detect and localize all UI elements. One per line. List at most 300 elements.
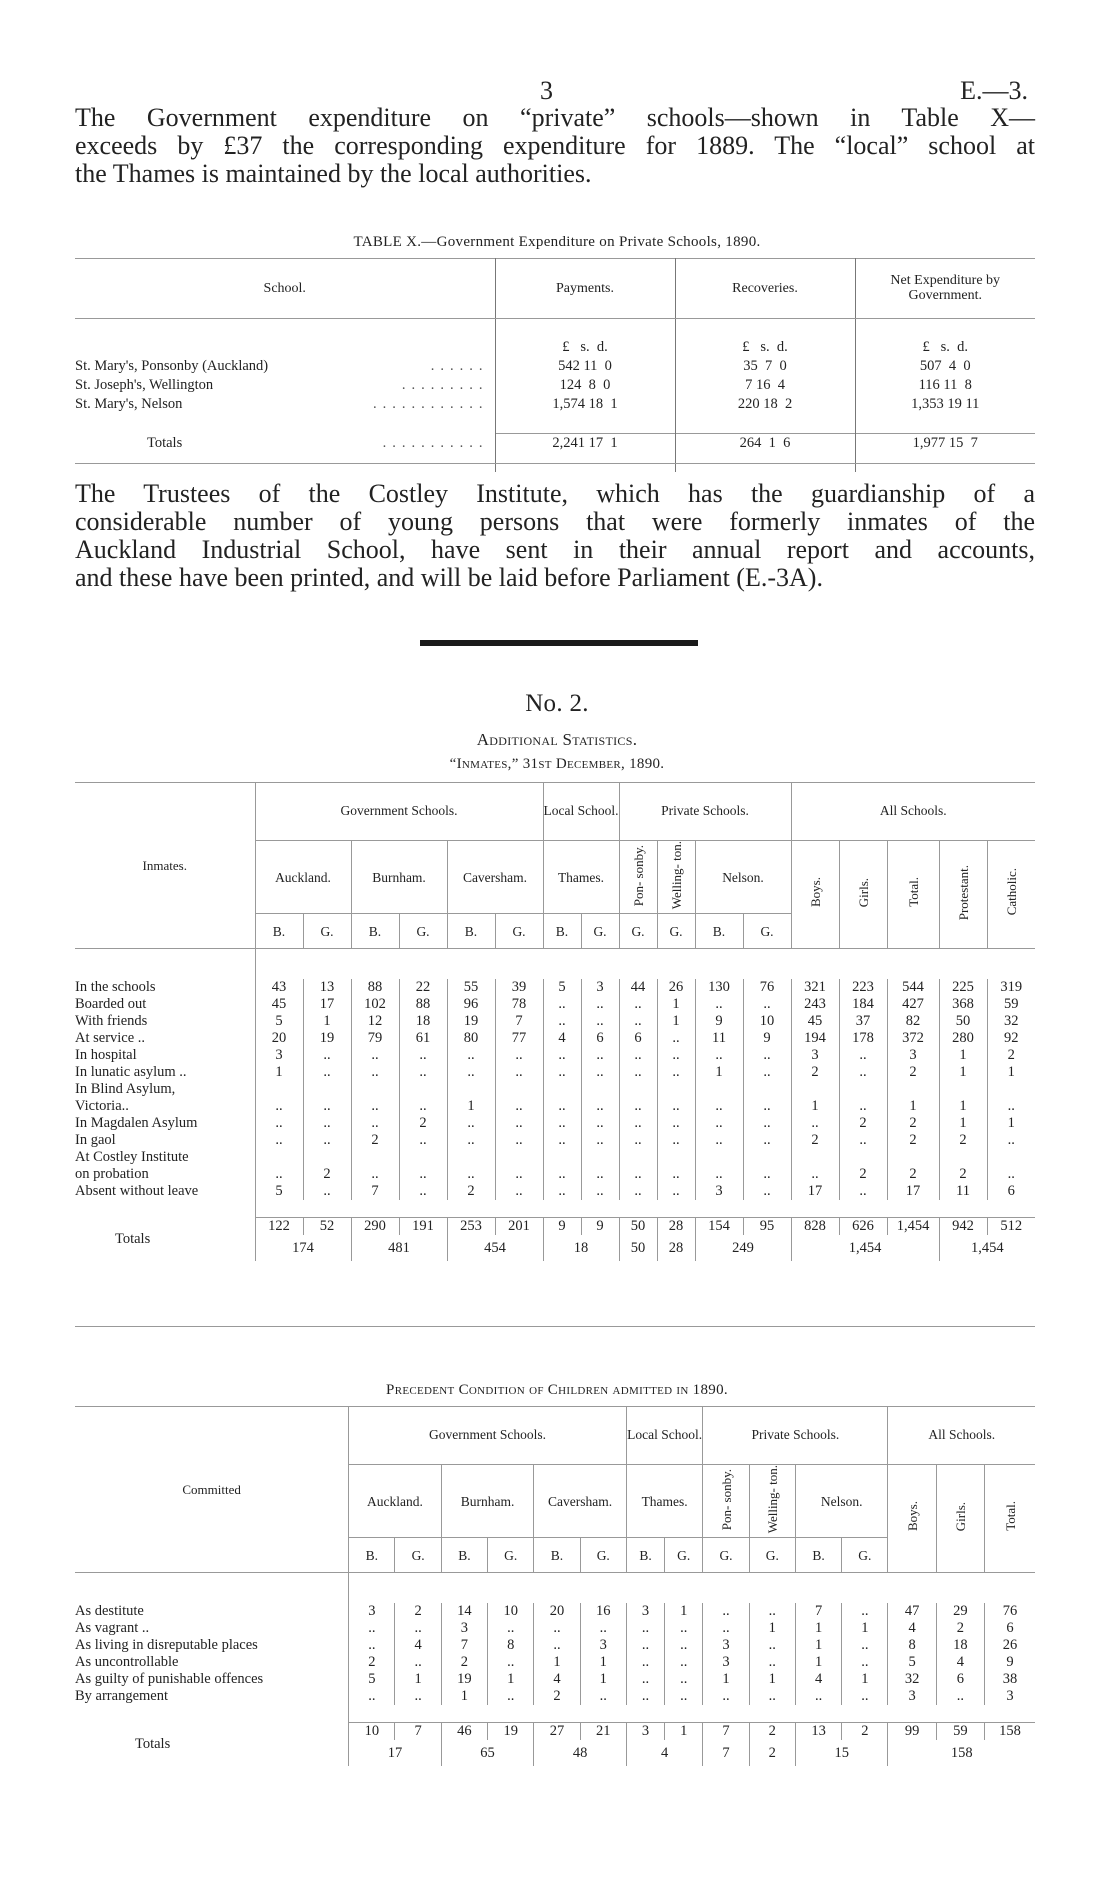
cell-value: 11 [695, 1030, 743, 1047]
cell-value: 76 [743, 979, 791, 996]
total-value: 50 [619, 1218, 657, 1236]
totals-row: Totals ........... 2,241 17 1 264 1 6 1,977 15 7 [75, 434, 1035, 454]
cell-value: .. [349, 1688, 395, 1705]
cell-value: 3 [349, 1603, 395, 1620]
subtotal-value: 481 [351, 1235, 447, 1261]
cell-value: 88 [351, 979, 399, 996]
section-number: No. 2. [525, 690, 589, 717]
cell-value: 3 [703, 1654, 749, 1671]
total-value: 512 [987, 1218, 1035, 1236]
cell-value: .. [665, 1671, 703, 1688]
cell-value: .. [842, 1654, 888, 1671]
row-label [75, 1013, 255, 1030]
col-girls-short: G. [665, 1538, 703, 1573]
net-value: 116 11 8 [855, 376, 1035, 395]
total-value: 13 [795, 1723, 841, 1741]
cell-value: .. [581, 1013, 619, 1030]
cell-value: 3 [791, 1047, 839, 1064]
cell-value: 5 [543, 979, 581, 996]
cell-value: .. [495, 1132, 543, 1149]
subtotal-value: 249 [695, 1235, 791, 1261]
cell-value: 29 [936, 1603, 984, 1620]
cell-value: 1 [939, 1115, 987, 1132]
cell-value: 2 [441, 1654, 487, 1671]
cell-value: .. [749, 1637, 795, 1654]
cell-value: 50 [939, 1013, 987, 1030]
row-label-text: As destitute [75, 1603, 144, 1620]
col-boys-short: B. [534, 1538, 580, 1573]
cell-value: .. [495, 1064, 543, 1081]
col-boys-short: B. [441, 1538, 487, 1573]
cell-value: .. [447, 1166, 495, 1183]
cell-value: 2 [887, 1115, 939, 1132]
cell-value [939, 1149, 987, 1166]
row-label-text: In the schools [75, 979, 156, 996]
row-label [75, 1620, 349, 1637]
cell-value: 3 [580, 1637, 626, 1654]
cell-value: .. [303, 1115, 351, 1132]
cell-value: 223 [839, 979, 887, 996]
subtotal-value: 17 [349, 1740, 442, 1766]
cell-value: 6 [985, 1620, 1035, 1637]
cell-value: .. [399, 1064, 447, 1081]
cell-value: .. [543, 1166, 581, 1183]
totals-label: Totals [115, 1231, 151, 1248]
cell-value: 5 [255, 1013, 303, 1030]
col-boys-short: B. [447, 914, 495, 949]
cell-value: 13 [303, 979, 351, 996]
row-label [75, 1603, 349, 1620]
cell-value [619, 1081, 657, 1098]
cell-value: 243 [791, 996, 839, 1013]
totals-label: Totals [135, 1736, 171, 1753]
cell-value: .. [743, 1047, 791, 1064]
total-value: 1 [665, 1723, 703, 1741]
subtotal-value: 158 [888, 1740, 1035, 1766]
row-label-text: At service .. [75, 1030, 146, 1047]
cell-value: 1 [939, 1098, 987, 1115]
cell-value: 55 [447, 979, 495, 996]
cell-value: 6 [619, 1030, 657, 1047]
row-label-text: By arrangement [75, 1688, 169, 1705]
cell-value: .. [543, 1047, 581, 1064]
school-wellington [657, 841, 695, 914]
cell-value: 1 [488, 1671, 534, 1688]
cell-value [743, 1081, 791, 1098]
cell-value: 78 [495, 996, 543, 1013]
group-all: All Schools. [888, 1406, 1035, 1465]
cell-value [447, 1081, 495, 1098]
cell-value: 1 [987, 1115, 1035, 1132]
cell-value: 4 [395, 1637, 441, 1654]
row-label [75, 1654, 349, 1671]
cell-value: 130 [695, 979, 743, 996]
cell-value: .. [580, 1688, 626, 1705]
cell-value: 3 [255, 1047, 303, 1064]
col-boys-short: B. [351, 914, 399, 949]
cell-value [657, 1081, 695, 1098]
para2-line: and these have been printed, and will be laid before Parliament (E.-3A). [75, 563, 823, 592]
cell-value: 19 [447, 1013, 495, 1030]
col-girls-short: G. [703, 1538, 749, 1573]
row-label-text: In Magdalen Asylum [75, 1115, 198, 1132]
cell-value: 1 [703, 1671, 749, 1688]
total-value: 158 [985, 1723, 1035, 1741]
cell-value: 3 [695, 1183, 743, 1200]
cell-value: 1 [534, 1654, 580, 1671]
section-subtitle: “Inmates,” 31st December, 1890. [449, 756, 665, 772]
totals-row [75, 1218, 1035, 1236]
total-value: 290 [351, 1218, 399, 1236]
table-row [75, 1603, 1035, 1620]
cell-value: 1 [749, 1620, 795, 1637]
school-burnham: Burnham. [441, 1465, 534, 1538]
cell-value [255, 1149, 303, 1166]
row-label [75, 1132, 255, 1149]
payments-value: 542 11 0 [495, 357, 675, 376]
total-value: 2 [842, 1723, 888, 1741]
row-label-text: In hospital [75, 1047, 137, 1064]
cell-value: .. [839, 1047, 887, 1064]
row-label-text: In Blind Asylum, [75, 1081, 176, 1098]
cell-value: .. [399, 1098, 447, 1115]
cell-value: .. [795, 1688, 841, 1705]
subtotal-value: 65 [441, 1740, 534, 1766]
row-label [75, 1166, 255, 1183]
cell-value: 4 [795, 1671, 841, 1688]
col-total [985, 1465, 1035, 1573]
cell-value: .. [447, 1047, 495, 1064]
cell-value: 39 [495, 979, 543, 996]
col-school: School. [75, 258, 495, 319]
cell-value: .. [351, 1098, 399, 1115]
cell-value: 32 [888, 1671, 936, 1688]
cell-value: .. [657, 1030, 695, 1047]
cell-value: .. [657, 1115, 695, 1132]
cell-value: .. [626, 1654, 664, 1671]
cell-value [619, 1149, 657, 1166]
cell-value: 17 [303, 996, 351, 1013]
cell-value [987, 1149, 1035, 1166]
col-girls-short: G. [488, 1538, 534, 1573]
cell-value: .. [580, 1620, 626, 1637]
cell-value: 1 [987, 1064, 1035, 1081]
cell-value: 1 [580, 1671, 626, 1688]
subtotal-value: 28 [657, 1235, 695, 1261]
total-value: 28 [657, 1218, 695, 1236]
cell-value: .. [842, 1603, 888, 1620]
col-net: Net Expenditure by Government. [855, 258, 1035, 319]
row-label [75, 1149, 255, 1166]
cell-value [939, 1081, 987, 1098]
col-boys-short: B. [255, 914, 303, 949]
total-value: 9 [581, 1218, 619, 1236]
total-value: 9 [543, 1218, 581, 1236]
cell-value: .. [987, 1166, 1035, 1183]
cell-value: 80 [447, 1030, 495, 1047]
cell-value [791, 1081, 839, 1098]
section-divider [420, 640, 698, 646]
cell-value: 5 [888, 1654, 936, 1671]
subtotal-value: 1,454 [791, 1235, 939, 1261]
cell-value: .. [619, 1166, 657, 1183]
cell-value: 2 [395, 1603, 441, 1620]
catholic-label: Catholic. [1003, 868, 1019, 916]
row-label [75, 1030, 255, 1047]
cell-value: .. [543, 1183, 581, 1200]
cell-value: .. [303, 1132, 351, 1149]
cell-value: .. [255, 1098, 303, 1115]
total-value: 154 [695, 1218, 743, 1236]
cell-value: .. [619, 1132, 657, 1149]
cell-value: 319 [987, 979, 1035, 996]
col-protestant [939, 841, 987, 949]
cell-value [743, 1149, 791, 1166]
table-row: St. Mary's, Ponsonby (Auckland) ...... 542 11 0 35 7 0 507 4 0 [75, 357, 1035, 376]
cell-value: 1 [939, 1047, 987, 1064]
table-row [75, 1149, 1035, 1166]
cell-value [657, 1149, 695, 1166]
recoveries-value: 220 18 2 [675, 395, 855, 414]
unit-label: £ s. d. [495, 338, 675, 357]
col-payments: Payments. [495, 258, 675, 319]
section-title: Additional Statistics. [476, 730, 638, 749]
school-ponsonby [703, 1465, 749, 1538]
cell-value: .. [665, 1620, 703, 1637]
cell-value: 18 [936, 1637, 984, 1654]
cell-value: 3 [887, 1047, 939, 1064]
cell-value: 102 [351, 996, 399, 1013]
cell-value: .. [839, 1098, 887, 1115]
cell-value: 372 [887, 1030, 939, 1047]
cell-value: .. [665, 1654, 703, 1671]
cell-value: .. [619, 1047, 657, 1064]
cell-value: 1 [665, 1603, 703, 1620]
cell-value: 2 [351, 1132, 399, 1149]
recoveries-value: 35 7 0 [675, 357, 855, 376]
cell-value: 77 [495, 1030, 543, 1047]
table-row: St. Mary's, Nelson ............ 1,574 18 1 220 18 2 1,353 19 11 [75, 395, 1035, 414]
cell-value: 18 [399, 1013, 447, 1030]
col-total [887, 841, 939, 949]
group-government: Government Schools. [349, 1406, 627, 1465]
cell-value: 17 [791, 1183, 839, 1200]
payments-value: 1,574 18 1 [495, 395, 675, 414]
cell-value: .. [749, 1603, 795, 1620]
total-value: 7 [395, 1723, 441, 1741]
cell-value: 12 [351, 1013, 399, 1030]
cell-value: 2 [303, 1166, 351, 1183]
paragraph-costley-institute [75, 480, 1035, 592]
girls-label: Girls. [952, 1501, 968, 1531]
total-value: 942 [939, 1218, 987, 1236]
table-row [75, 1183, 1035, 1200]
cell-value [887, 1149, 939, 1166]
cell-value: .. [657, 1047, 695, 1064]
cell-value: 3 [626, 1603, 664, 1620]
cell-value [255, 1081, 303, 1098]
group-private: Private Schools. [619, 782, 791, 841]
total-value: 3 [626, 1723, 664, 1741]
cell-value [839, 1081, 887, 1098]
group-all: All Schools. [791, 782, 1035, 841]
cell-value: 2 [791, 1064, 839, 1081]
subtotal-value: 18 [543, 1235, 619, 1261]
cell-value [303, 1149, 351, 1166]
page-number: 3 [540, 76, 553, 105]
col-girls [839, 841, 887, 949]
cell-value: .. [619, 1098, 657, 1115]
cell-value: .. [665, 1688, 703, 1705]
cell-value: 43 [255, 979, 303, 996]
cell-value: .. [495, 1166, 543, 1183]
cell-value: 8 [888, 1637, 936, 1654]
row-label-text: Absent without leave [75, 1183, 199, 1200]
col-boys-short: B. [626, 1538, 664, 1573]
total-value: 7 [703, 1723, 749, 1741]
row-label-text: on probation [75, 1166, 149, 1183]
document-code: E.—3. [960, 76, 1028, 105]
cell-value: .. [695, 1098, 743, 1115]
row-label [75, 1637, 349, 1654]
boys-label: Boys. [904, 1501, 920, 1532]
cell-value: 1 [749, 1671, 795, 1688]
totals-row [75, 1723, 1035, 1741]
total-value: 122 [255, 1218, 303, 1236]
cell-value: 19 [441, 1671, 487, 1688]
table-row [75, 1637, 1035, 1654]
cell-value: 6 [581, 1030, 619, 1047]
cell-value: .. [791, 1166, 839, 1183]
cell-value: 2 [887, 1166, 939, 1183]
cell-value: .. [743, 1166, 791, 1183]
row-label [75, 1671, 349, 1688]
cell-value [447, 1149, 495, 1166]
cell-value: 194 [791, 1030, 839, 1047]
cell-value [399, 1081, 447, 1098]
cell-value: .. [749, 1654, 795, 1671]
group-private: Private Schools. [703, 1406, 888, 1465]
para1-line: exceeds by £37 the corresponding expenditure for 1889. The “local” school at [75, 131, 1035, 160]
table-row [75, 979, 1035, 996]
ponsonby-label: Pon- sonby. [630, 844, 646, 906]
cell-value [303, 1081, 351, 1098]
group-local: Local School. [626, 1406, 702, 1465]
cell-value: 26 [985, 1637, 1035, 1654]
cell-value: 88 [399, 996, 447, 1013]
net-total: 1,977 15 7 [855, 434, 1035, 454]
cell-value: 178 [839, 1030, 887, 1047]
wellington-label: Welling- ton. [764, 1465, 780, 1534]
cell-value: .. [743, 1064, 791, 1081]
cell-value: 4 [888, 1620, 936, 1637]
col-girls-short: G. [580, 1538, 626, 1573]
school-burnham: Burnham. [351, 841, 447, 914]
table-row [75, 1115, 1035, 1132]
cell-value: .. [255, 1132, 303, 1149]
paragraph-private-schools [75, 104, 1035, 188]
cell-value: .. [495, 1047, 543, 1064]
cell-value: 427 [887, 996, 939, 1013]
col-boys [888, 1465, 936, 1573]
cell-value: .. [626, 1688, 664, 1705]
cell-value: 32 [987, 1013, 1035, 1030]
cell-value: 9 [695, 1013, 743, 1030]
cell-value: .. [495, 1098, 543, 1115]
cell-value: .. [581, 1047, 619, 1064]
cell-value [543, 1149, 581, 1166]
wellington-label: Welling- ton. [668, 841, 684, 910]
cell-value: 7 [495, 1013, 543, 1030]
cell-value: 3 [888, 1688, 936, 1705]
cell-value [495, 1149, 543, 1166]
cell-value: .. [703, 1688, 749, 1705]
school-name: St. Mary's, Ponsonby (Auckland) [75, 358, 269, 374]
cell-value: .. [619, 1183, 657, 1200]
cell-value: 3 [703, 1637, 749, 1654]
precedent-title: Precedent Condition of Children admitted in 1890. [386, 1382, 728, 1398]
cell-value: .. [695, 1132, 743, 1149]
cell-value [581, 1149, 619, 1166]
cell-value: 2 [887, 1132, 939, 1149]
school-caversham: Caversham. [447, 841, 543, 914]
table-row [75, 1064, 1035, 1081]
cell-value [495, 1081, 543, 1098]
row-label-text: In gaol [75, 1132, 116, 1149]
cell-value: .. [395, 1654, 441, 1671]
total-value: 2 [749, 1723, 795, 1741]
school-thames: Thames. [543, 841, 619, 914]
cell-value: .. [399, 1047, 447, 1064]
cell-value: 61 [399, 1030, 447, 1047]
cell-value [987, 1081, 1035, 1098]
cell-value: .. [349, 1637, 395, 1654]
cell-value: .. [447, 1115, 495, 1132]
cell-value: .. [842, 1637, 888, 1654]
table-row [75, 1030, 1035, 1047]
cell-value: .. [543, 1013, 581, 1030]
cell-value [839, 1149, 887, 1166]
cell-value: .. [303, 1064, 351, 1081]
cell-value: .. [987, 1098, 1035, 1115]
cell-value: .. [581, 1115, 619, 1132]
para2-line: considerable number of young persons that were formerly inmates of the [75, 507, 1035, 536]
cell-value: 6 [987, 1183, 1035, 1200]
table-row [75, 1620, 1035, 1637]
school-wellington [749, 1465, 795, 1538]
cell-value: .. [695, 1047, 743, 1064]
table-x [75, 258, 1035, 472]
school-ponsonby [619, 841, 657, 914]
cell-value: .. [581, 1064, 619, 1081]
cell-value: 38 [985, 1671, 1035, 1688]
cell-value: .. [657, 1166, 695, 1183]
unit-label: £ s. d. [855, 338, 1035, 357]
cell-value: 59 [987, 996, 1035, 1013]
total-label: Total. [905, 877, 921, 908]
cell-value: .. [543, 1132, 581, 1149]
total-value: 21 [580, 1723, 626, 1741]
cell-value: 1 [842, 1620, 888, 1637]
cell-value: .. [255, 1166, 303, 1183]
col-girls-short: G. [303, 914, 351, 949]
cell-value: .. [581, 1098, 619, 1115]
col-girls-short: G. [581, 914, 619, 949]
cell-value: 3 [441, 1620, 487, 1637]
row-label-text: In lunatic asylum .. [75, 1064, 187, 1081]
cell-value: .. [626, 1671, 664, 1688]
total-value: 828 [791, 1218, 839, 1236]
